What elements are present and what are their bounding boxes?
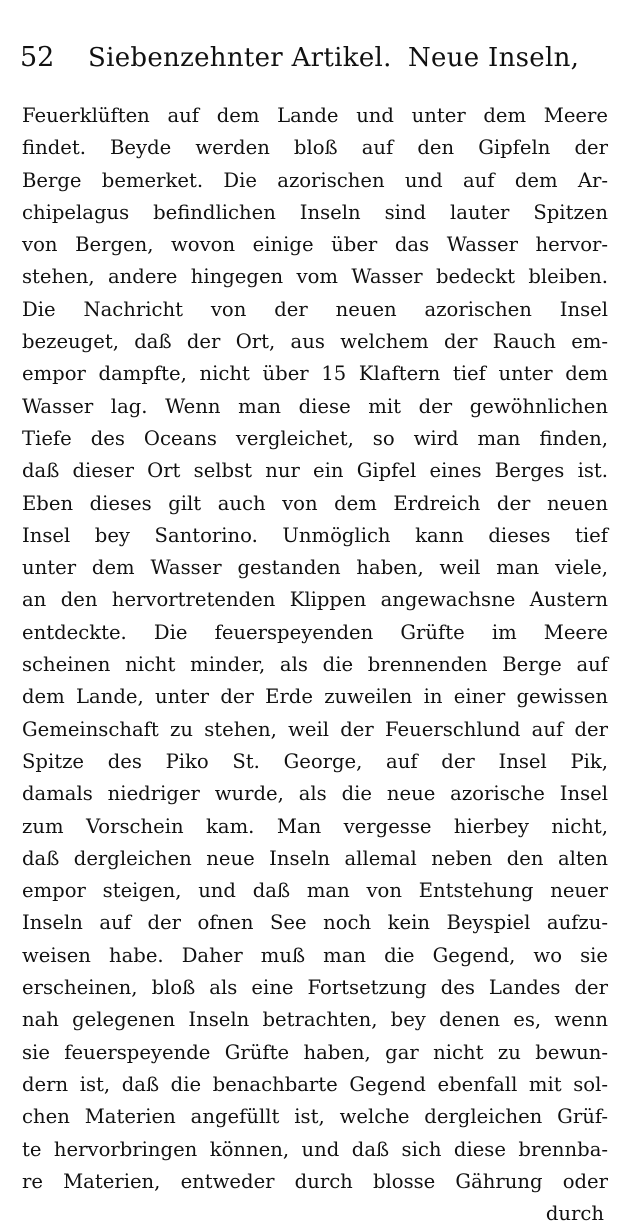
- text-line: zum Vorschein kam. Man vergesse hierbey nicht,: [22, 814, 608, 838]
- text-line: dern ist, daß die benachbarte Gegend ebenfall mit sol-: [22, 1072, 608, 1096]
- text-line: dem Lande, unter der Erde zuweilen in einer gewissen: [22, 685, 608, 709]
- text-line: chipelagus befindlichen Inseln sind lauter Spitzen: [22, 200, 608, 224]
- text-line: Tiefe des Oceans vergleichet, so wird man finden,: [22, 426, 608, 450]
- text-line: Inseln auf der ofnen See noch kein Beyspiel aufzu-: [22, 911, 608, 935]
- text-line: sie feuerspeyende Grüfte haben, gar nicht zu bewun-: [22, 1040, 608, 1064]
- text-line: daß dergleichen neue Inseln allemal neben den alten: [22, 846, 608, 870]
- text-line: nah gelegenen Inseln betrachten, bey denen es, wenn: [22, 1008, 608, 1032]
- text-line: chen Materien angefüllt ist, welche dergleichen Grüf-: [22, 1105, 608, 1129]
- running-header: [20, 38, 600, 78]
- text-line: empor dampfte, nicht über 15 Klaftern tief unter dem: [22, 362, 608, 386]
- text-line: weisen habe. Daher muß man die Gegend, wo sie: [22, 943, 608, 967]
- text-line: Insel bey Santorino. Unmöglich kann dieses tief: [22, 523, 608, 547]
- text-line: Eben dieses gilt auch von dem Erdreich der neuen: [22, 491, 608, 515]
- text-line: Spitze des Piko St. George, auf der Insel Pik,: [22, 749, 608, 773]
- text-line: an den hervortretenden Klippen angewachsne Austern: [22, 588, 608, 612]
- text-line: Gemeinschaft zu stehen, weil der Feuerschlund auf der: [22, 717, 608, 741]
- text-line: scheinen nicht minder, als die brennenden Berge auf: [22, 653, 608, 677]
- text-line: empor steigen, und daß man von Entstehung neuer: [22, 879, 608, 903]
- text-line: daß dieser Ort selbst nur ein Gipfel eines Berges ist.: [22, 459, 608, 483]
- text-line: findet. Beyde werden bloß auf den Gipfeln der: [22, 136, 608, 160]
- body-text: [22, 100, 608, 1230]
- text-line: Feuerklüften auf dem Lande und unter dem Meere: [22, 104, 608, 127]
- text-line: stehen, andere hingegen vom Wasser bedeckt bleiben.: [22, 265, 608, 289]
- text-line: Berge bemerket. Die azorischen und auf dem Ar-: [22, 168, 608, 192]
- text-line: Die Nachricht von der neuen azorischen Insel: [22, 297, 608, 321]
- article-title: Siebenzehnter Artikel.: [88, 43, 392, 73]
- text-line: damals niedriger wurde, als die neue azorische Insel: [22, 782, 608, 806]
- text-line: unter dem Wasser gestanden haben, weil man viele,: [22, 556, 608, 580]
- text-line: erscheinen, bloß als eine Fortsetzung des Landes der: [22, 976, 608, 1000]
- page-number: 52: [20, 42, 55, 73]
- text-line: entdeckte. Die feuerspeyenden Grüfte im Meere: [22, 620, 608, 644]
- section-title: Neue Inseln,: [408, 43, 580, 73]
- text-line: te hervorbringen können, und daß sich diese brennba-: [22, 1137, 608, 1161]
- text-line: bezeuget, daß der Ort, aus welchem der Rauch em-: [22, 330, 608, 354]
- catchword: durch: [545, 1202, 604, 1226]
- text-line: re Materien, entweder durch blosse Gährung oder: [22, 1169, 608, 1193]
- text-line: Wasser lag. Wenn man diese mit der gewöhnlichen: [22, 394, 608, 418]
- text-line: von Bergen, wovon einige über das Wasser hervor-: [22, 233, 608, 257]
